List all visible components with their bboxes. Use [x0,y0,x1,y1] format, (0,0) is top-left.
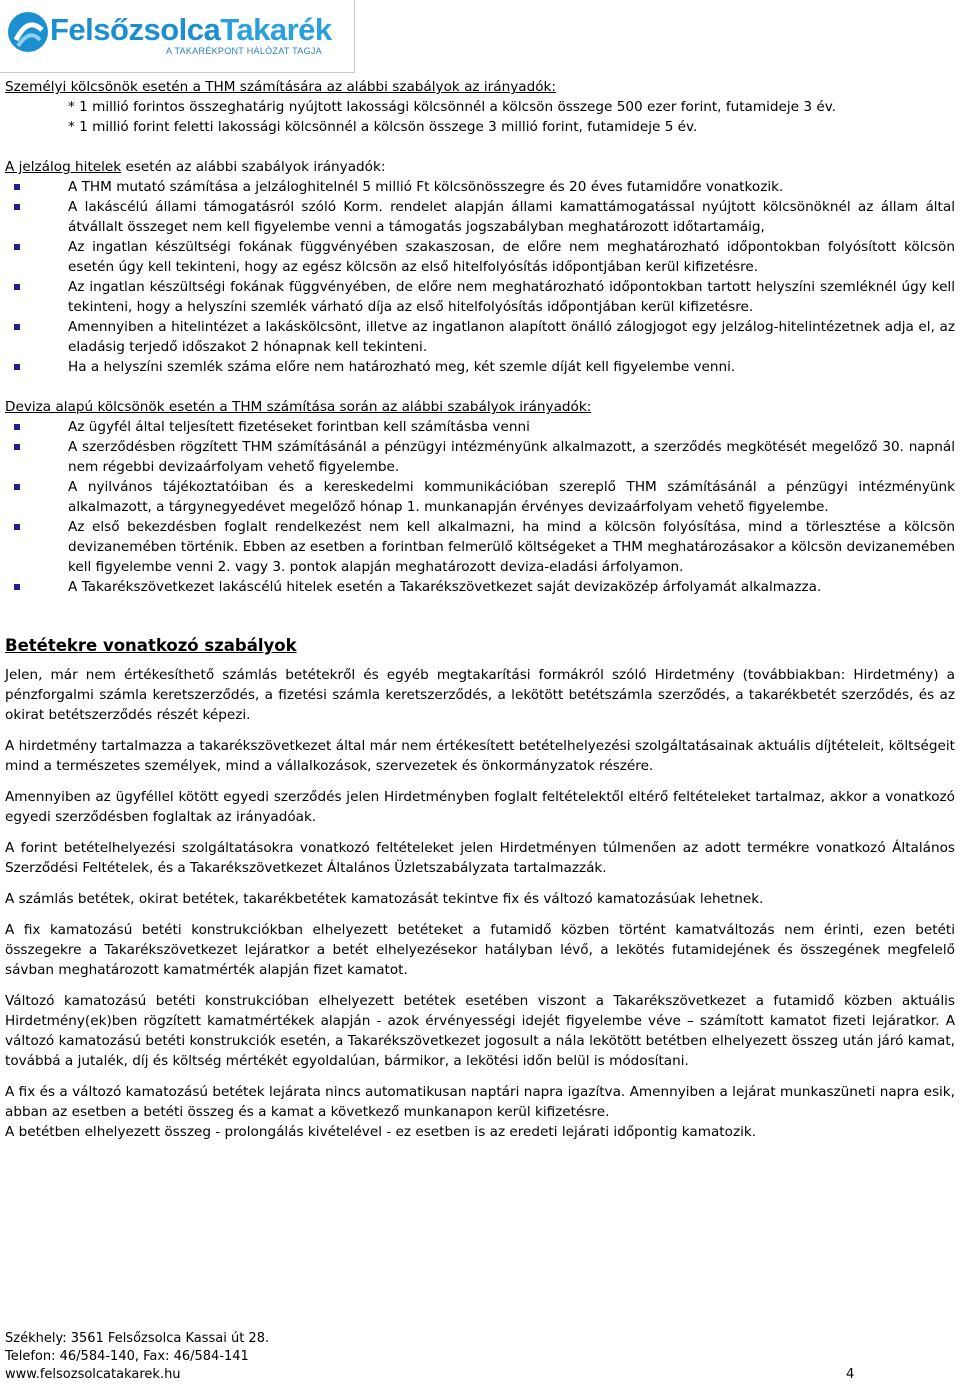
list-item-text: A lakáscélú állami támogatásról szóló Korm. rendelet alapján állami kamattámogatással nyújtott kölcsönöknél az állam által átvállalt összeget nem kell figyelembe venni a támogatás jogszabályban meghatározott időtartamáig, [68,199,955,235]
list-item-text: Az ingatlan készültségi fokának függvényében, de előre nem meghatározható időpontokban tartott helyszíni szemléknél úgy kell tekinteni, hogy a helyszíni szemlék várható díja az első hitelfolyósítás időpontjában kerül kifizetésre. [68,279,955,315]
page-footer [5,1330,855,1384]
list-item [5,237,955,277]
list-item [5,317,955,357]
list-item-text: Az ingatlan készültségi fokának függvényében szakaszosan, de előre nem meghatározható időpontokban folyósított kölcsön esetén úgy kell tekinteni, hogy az egész kölcsön az első hitelfolyósítás időpontjában kerül kifizetésre. [68,239,955,275]
deposit-paragraph: A számlás betétek, okirat betétek, takarékbetétek kamatozását tekintve fix és változó kamatozásúak lehetnek. [5,891,764,907]
list-item [5,197,955,237]
page-header [0,0,355,73]
logo-text [50,13,332,47]
mortgage-title-rest: esetén az alábbi szabályok irányadók: [121,159,386,175]
list-item-text: A Takarékszövetkezet lakáscélú hitelek esetén a Takarékszövetkezet saját devizaközép árfolyamát alkalmazza. [68,579,822,595]
list-item [5,357,955,377]
logo-takarek: Takarék [220,12,332,47]
fx-rules-list [5,417,955,597]
bullet-icon [14,204,20,210]
footer-address: Székhely: 3561 Felsőzsolca Kassai út 28. [5,1331,270,1346]
deposit-paragraph: A fix és a változó kamatozású betétek lejárata nincs automatikusan naptári napra igazítva. Amennyiben a lejárat munkaszüneti napra esik, abban az esetben a betéti összeg és a kamat a következő munkanapon kerül kifizetésre. [5,1084,955,1120]
bullet-icon [14,424,20,430]
section-deposits-title: Betétekre vonatkozó szabályok [5,636,297,655]
deposit-paragraph: Amennyiben az ügyféllel kötött egyedi szerződés jelen Hirdetményben foglalt feltételektől eltérő feltételeket tartalmaz, akkor a vonatkozó egyedi szerződésben foglaltak az irányadóak. [5,789,955,825]
list-item [5,477,955,517]
section-mortgage-title [5,157,955,177]
deposit-paragraph: Jelen, már nem értékesíthető számlás betétekről és egyéb megtakarítási formákról szóló Hirdetmény (továbbiakban: Hirdetmény) a pénzforgalmi számla keretszerződés, a fizetési számla keretszerződés, a lekötött betétszámla szerződés, a takarékbetét szerződés, és az okirat betétszerződés részét képezi. [5,667,955,723]
logo-subtitle: A TAKARÉKPONT HÁLÓZAT TAGJA [166,46,322,56]
footer-phone: Telefon: 46/584-140, Fax: 46/584-141 [5,1349,249,1364]
bullet-icon [14,484,20,490]
document-body [5,77,955,1142]
list-item [5,577,955,597]
page-number: 4 [846,1367,855,1382]
logo-main: Felsőzsolca [50,12,221,47]
mortgage-rules-list [5,177,955,377]
list-item [5,177,955,197]
deposit-paragraph: A betétben elhelyezett összeg - prolongálás kivételével - ez esetben is az eredeti lejárati időpontig kamatozik. [5,1124,757,1140]
list-item-text: Ha a helyszíni szemlék száma előre nem határozható meg, két szemle díját kell figyelembe venni. [68,359,736,375]
deposit-paragraph: Változó kamatozású betéti konstrukcióban elhelyezett betétek esetében viszont a Takarékszövetkezet a futamidő közben aktuális Hirdetmény(ek)ben rögzített kamatmértékek alapján - azok érvényességi idejét figyelembe véve – számított kamatot fizeti lejáratkor. A változó kamatozású betéti konstrukciók esetén, a Takarékszövetkezet jogosult a nála lekötött betétben elhelyezett összeg után járó kamat, továbbá a jutalék, díj és költség mértékét egyoldalúan, bármikor, a lekötési időn belül is módosítani. [5,993,955,1069]
list-item-text: A THM mutató számítása a jelzáloghitelnél 5 millió Ft kölcsönösszegre és 20 éves futamidőre vonatkozik. [68,179,784,195]
mortgage-title-underlined: A jelzálog hitelek [5,159,122,175]
bullet-icon [14,524,20,530]
list-item-text: Amennyiben a hitelintézet a lakáskölcsönt, illetve az ingatlanon alapított önálló zálogjogot egy jelzálog-hitelintézetnek adja el, az eladásig terjedő időszakot 2 hónapnak kell tekinteni. [68,319,955,355]
list-item-text: A szerződésben rögzített THM számításánál a pénzügyi intézményünk alkalmazott, a szerződés megkötését megelőző 30. napnál nem régebbi devizaárfolyam vehető figyelembe. [68,439,955,475]
bullet-icon [14,584,20,590]
section-fx-loans-title: Deviza alapú kölcsönök esetén a THM számítása során az alábbi szabályok irányadók: [5,399,592,415]
personal-loan-rule-1: * 1 millió forintos összeghatárig nyújtott lakossági kölcsönnél a kölcsön összege 500 ezer forint, futamideje 3 év. [68,99,837,115]
list-item [5,517,955,577]
bullet-icon [14,244,20,250]
deposit-paragraph: A fix kamatozású betéti konstrukciókban elhelyezett betéteket a futamidő közben történt kamatváltozás nem érinti, ezen betéti összegekre a Takarékszövetkezet lejáratkor a betét elhelyezésekor hatályban lévő, a lekötés futamidejének és összegének megfelelő sávban meghatározott kamatmérték alapján fizet kamatot. [5,922,955,978]
footer-website[interactable]: www.felsozsolcatakarek.hu [5,1367,181,1382]
personal-loan-rule-2: * 1 millió forint feletti lakossági kölcsönnél a kölcsön összege 3 millió forint, futamideje 5 év. [68,119,698,135]
bullet-icon [14,364,20,370]
list-item-text: Az ügyfél által teljesített fizetéseket forintban kell számításba venni [68,419,530,435]
list-item [5,277,955,317]
deposit-paragraph: A forint betételhelyezési szolgáltatásokra vonatkozó feltételeket jelen Hirdetményen túlmenően az adott termékre vonatkozó Általános Szerződési Feltételek, és a Takarékszövetkezet Általános Üzletszabályzata tartalmazzák. [5,840,955,876]
bullet-icon [14,444,20,450]
list-item-text: A nyilvános tájékoztatóiban és a kereskedelmi kommunikációban szereplő THM számításánál a pénzügyi intézményünk alkalmazott, a tárgynegyedévet megelőző hónap 1. munkanapján érvényes devizaárfolyam vehető figyelembe. [68,479,955,515]
bullet-icon [14,184,20,190]
deposit-paragraph: A hirdetmény tartalmazza a takarékszövetkezet által már nem értékesített betételhelyezési szolgáltatásainak aktuális díjtételeit, költségeit mind a természetes személyek, mind a vállalkozások, szervezetek és önkormányzatok részére. [5,738,955,774]
list-item-text: Az első bekezdésben foglalt rendelkezést nem kell alkalmazni, ha mind a kölcsön folyósítása, mind a törlesztése a kölcsön devizanemében történik. Ebben az esetben a forintban felmerülő költségeket a THM meghatározásakor a kölcsön devizanemében kell figyelembe venni 2. vagy 3. pontok alapján meghatározott deviza-eladási árfolyamon. [68,519,955,575]
section-personal-loans-title: Személyi kölcsönök esetén a THM számítására az alábbi szabályok az irányadók: [5,79,556,95]
bullet-icon [14,284,20,290]
list-item [5,437,955,477]
list-item [5,417,955,437]
bullet-icon [14,324,20,330]
